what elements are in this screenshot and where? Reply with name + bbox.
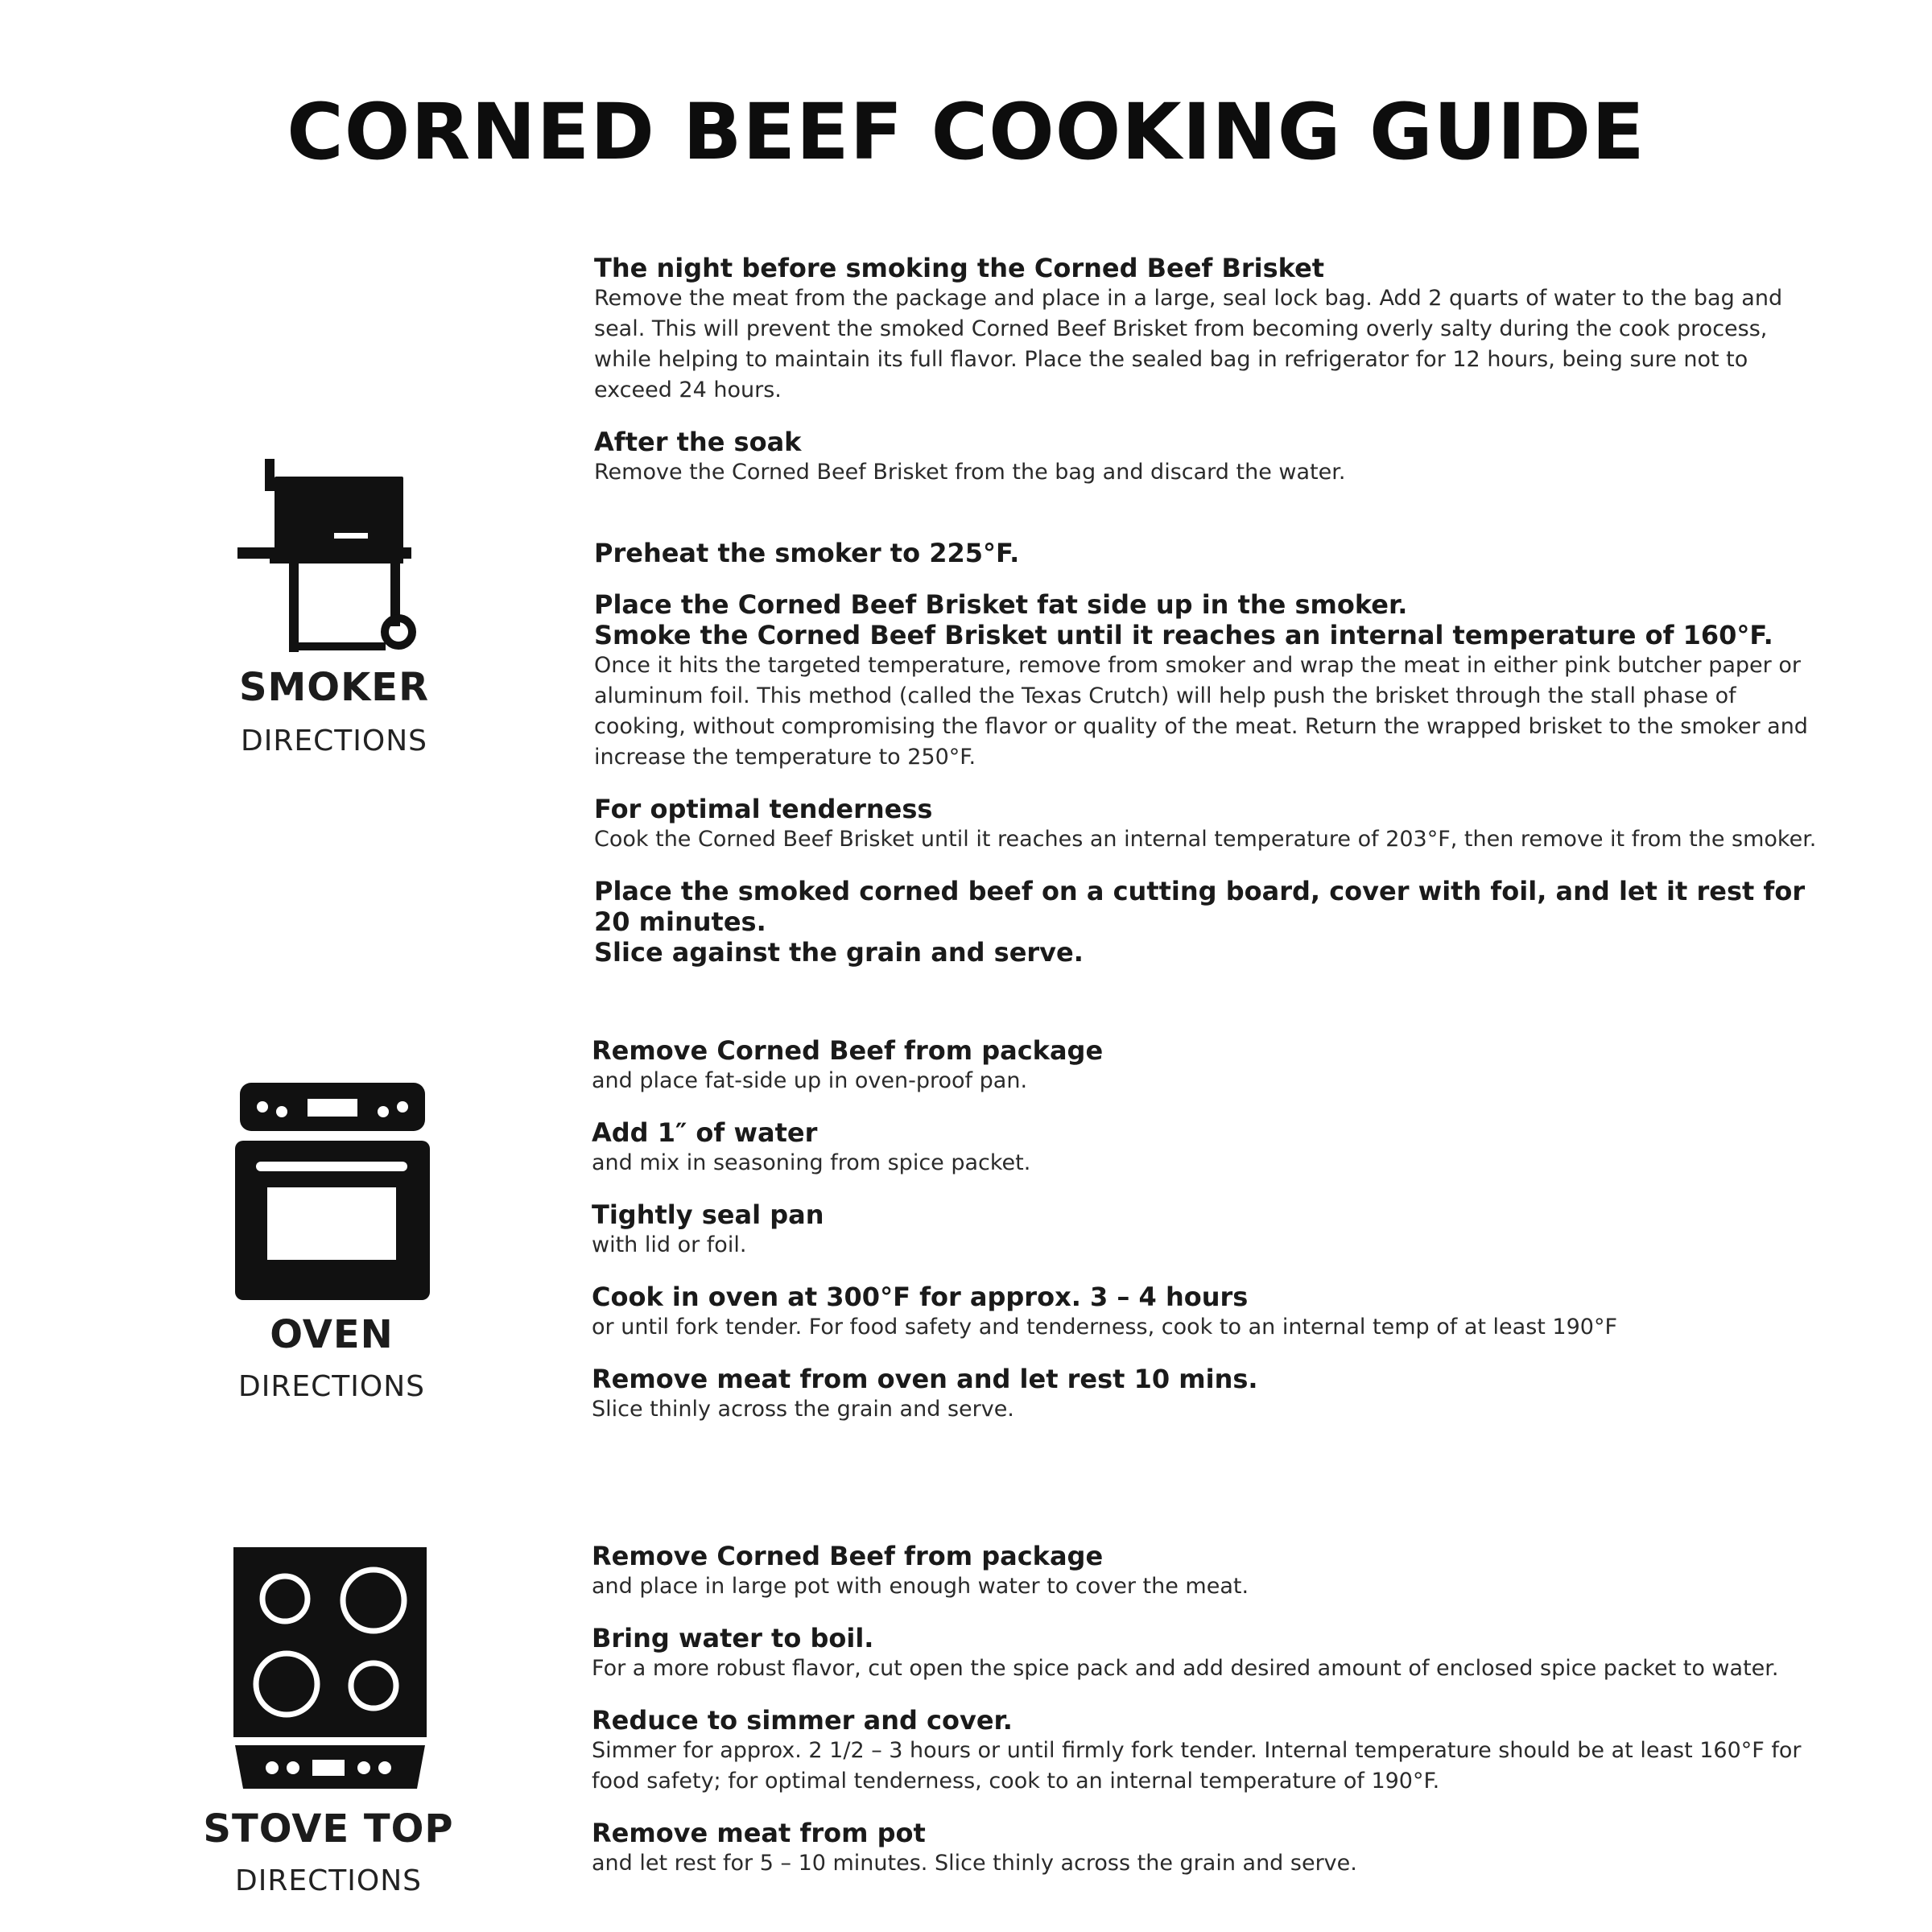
step	[592, 1541, 1823, 1602]
step-body: with lid or foil.	[592, 1232, 747, 1257]
step	[592, 1282, 1823, 1343]
step	[592, 1117, 1823, 1179]
step-body: Simmer for approx. 2 1/2 – 3 hours or until firmly fork tender. Internal temperature should be at least 160°F for food safety; for optimal tenderness, cook to an internal temperature of 190°F.	[592, 1738, 1802, 1794]
step-heading: Remove Corned Beef from package	[592, 1035, 1104, 1066]
page-title: CORNED BEEF COOKING GUIDE	[287, 87, 1645, 177]
oven-icon	[235, 1083, 430, 1300]
step	[594, 427, 1826, 488]
section-subtitle-stove-top: DIRECTIONS	[235, 1864, 422, 1897]
step-body: Slice thinly across the grain and serve.	[592, 1397, 1014, 1422]
smoker-grill-icon	[237, 459, 439, 660]
step	[592, 1705, 1823, 1797]
step	[594, 589, 1826, 773]
step	[592, 1199, 1823, 1261]
step	[594, 794, 1826, 855]
step	[592, 1818, 1823, 1879]
section-title-stove-top: STOVE TOP	[203, 1806, 454, 1852]
stove-top-icon	[233, 1547, 427, 1789]
step-body: and place in large pot with enough water to cover the meat.	[592, 1574, 1249, 1599]
stove-top-steps	[592, 1541, 1823, 1879]
section-title-oven: OVEN	[270, 1312, 394, 1357]
step	[594, 876, 1826, 968]
step-heading: Bring water to boil.	[592, 1623, 874, 1653]
step-body: For a more robust flavor, cut open the spice pack and add desired amount of enclosed spice packet to water.	[592, 1656, 1779, 1681]
step-body: Once it hits the targeted temperature, remove from smoker and wrap the meat in either pink butcher paper or aluminum foil. This method (called the Texas Crutch) will help push the brisket through the stall phase of cooking, without compromising the flavor or quality of the meat. Return the wrapped brisket to the smoker and increase the temperature to 250°F.	[594, 653, 1808, 770]
step-heading: For optimal tenderness	[594, 794, 933, 824]
section-subtitle-oven: DIRECTIONS	[238, 1370, 425, 1403]
step-body: and place fat-side up in oven-proof pan.	[592, 1068, 1028, 1093]
step-heading: Add 1″ of water	[592, 1117, 818, 1148]
step-body: Remove the meat from the package and place in a large, seal lock bag. Add 2 quarts of water to the bag and seal. This will prevent the smoked Corned Beef Brisket from becoming overly salty during the cook process, while helping to maintain its full flavor. Place the sealed bag in refrigerator for 12 hours, being sure not to exceed 24 hours.	[594, 286, 1783, 402]
step-heading: Reduce to simmer and cover.	[592, 1705, 1013, 1736]
step-heading: Place the smoked corned beef on a cutting board, cover with foil, and let it rest for 20 minutes. Slice against the grain and serve.	[594, 876, 1806, 968]
step-body: and mix in seasoning from spice packet.	[592, 1150, 1031, 1175]
step-body: Remove the Corned Beef Brisket from the bag and discard the water.	[594, 460, 1346, 485]
step-heading: The night before smoking the Corned Beef Brisket	[594, 253, 1325, 283]
step-heading: Tightly seal pan	[592, 1199, 824, 1230]
section-title-smoker: SMOKER	[238, 665, 430, 710]
step-heading: Remove Corned Beef from package	[592, 1541, 1104, 1571]
step	[592, 1364, 1823, 1425]
step-heading: Cook in oven at 300°F for approx. 3 – 4 hours	[592, 1282, 1249, 1312]
smoker-steps	[594, 253, 1826, 968]
step-heading: Remove meat from pot	[592, 1818, 926, 1848]
step-heading: After the soak	[594, 427, 802, 457]
step	[592, 1623, 1823, 1684]
step-body: Cook the Corned Beef Brisket until it reaches an internal temperature of 203°F, then remove it from the smoker.	[594, 827, 1817, 852]
oven-steps	[592, 1035, 1823, 1425]
step-body: and let rest for 5 – 10 minutes. Slice thinly across the grain and serve.	[592, 1851, 1357, 1876]
step	[592, 1035, 1823, 1096]
step-body: or until fork tender. For food safety and tenderness, cook to an internal temp of at least 190°F	[592, 1315, 1617, 1340]
step	[594, 538, 1826, 568]
step-heading: Remove meat from oven and let rest 10 mins.	[592, 1364, 1258, 1394]
section-subtitle-smoker: DIRECTIONS	[241, 724, 427, 758]
step-heading: Place the Corned Beef Brisket fat side up in the smoker. Smoke the Corned Beef Brisket until it reaches an internal temperature of 160°F.	[594, 589, 1773, 650]
step	[594, 253, 1826, 406]
step-heading: Preheat the smoker to 225°F.	[594, 538, 1020, 568]
